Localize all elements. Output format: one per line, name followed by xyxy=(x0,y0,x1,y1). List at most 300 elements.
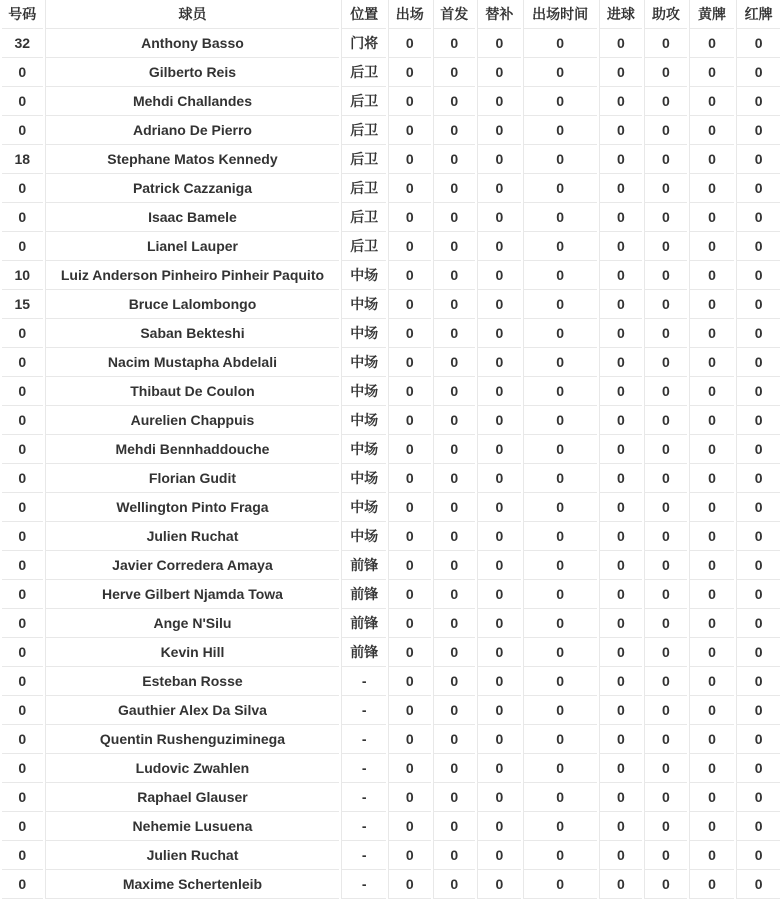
cell-position: 前锋 xyxy=(341,609,386,638)
cell-minutes: 0 xyxy=(523,348,597,377)
cell-substitute: 0 xyxy=(477,174,521,203)
cell-red_cards: 0 xyxy=(736,841,780,870)
cell-player: Maxime Schertenleib xyxy=(45,870,340,899)
cell-substitute: 0 xyxy=(477,87,521,116)
cell-number: 0 xyxy=(2,870,43,899)
cell-yellow_cards: 0 xyxy=(689,406,735,435)
cell-yellow_cards: 0 xyxy=(689,377,735,406)
cell-appearances: 0 xyxy=(388,145,431,174)
cell-position: 后卫 xyxy=(341,87,386,116)
cell-appearances: 0 xyxy=(388,261,431,290)
cell-position: 中场 xyxy=(341,493,386,522)
cell-assists: 0 xyxy=(644,754,687,783)
cell-goals: 0 xyxy=(599,841,643,870)
cell-position: 中场 xyxy=(341,377,386,406)
table-row xyxy=(2,870,780,899)
cell-appearances: 0 xyxy=(388,29,431,58)
cell-yellow_cards: 0 xyxy=(689,348,735,377)
cell-player: Stephane Matos Kennedy xyxy=(45,145,340,174)
table-row xyxy=(2,87,780,116)
cell-substitute: 0 xyxy=(477,493,521,522)
cell-player: Nacim Mustapha Abdelali xyxy=(45,348,340,377)
cell-yellow_cards: 0 xyxy=(689,696,735,725)
cell-player: Thibaut De Coulon xyxy=(45,377,340,406)
cell-position: 中场 xyxy=(341,319,386,348)
cell-substitute: 0 xyxy=(477,580,521,609)
cell-player: Mehdi Bennhaddouche xyxy=(45,435,340,464)
cell-minutes: 0 xyxy=(523,290,597,319)
cell-minutes: 0 xyxy=(523,609,597,638)
column-header-substitute: 替补 xyxy=(477,0,521,29)
cell-number: 0 xyxy=(2,116,43,145)
cell-player: Julien Ruchat xyxy=(45,841,340,870)
cell-starts: 0 xyxy=(433,754,476,783)
cell-red_cards: 0 xyxy=(736,783,780,812)
cell-position: 后卫 xyxy=(341,116,386,145)
column-header-red_cards: 红牌 xyxy=(736,0,780,29)
column-header-position: 位置 xyxy=(341,0,386,29)
cell-starts: 0 xyxy=(433,29,476,58)
cell-position: 前锋 xyxy=(341,580,386,609)
cell-substitute: 0 xyxy=(477,203,521,232)
cell-substitute: 0 xyxy=(477,522,521,551)
cell-appearances: 0 xyxy=(388,812,431,841)
cell-red_cards: 0 xyxy=(736,174,780,203)
table-row xyxy=(2,464,780,493)
cell-goals: 0 xyxy=(599,58,643,87)
cell-position: 前锋 xyxy=(341,638,386,667)
cell-substitute: 0 xyxy=(477,464,521,493)
cell-player: Nehemie Lusuena xyxy=(45,812,340,841)
cell-number: 0 xyxy=(2,812,43,841)
cell-appearances: 0 xyxy=(388,232,431,261)
cell-goals: 0 xyxy=(599,116,643,145)
cell-appearances: 0 xyxy=(388,435,431,464)
cell-player: Herve Gilbert Njamda Towa xyxy=(45,580,340,609)
cell-minutes: 0 xyxy=(523,696,597,725)
cell-assists: 0 xyxy=(644,319,687,348)
cell-minutes: 0 xyxy=(523,551,597,580)
cell-goals: 0 xyxy=(599,87,643,116)
column-header-assists: 助攻 xyxy=(644,0,687,29)
table-row xyxy=(2,725,780,754)
cell-player: Gauthier Alex Da Silva xyxy=(45,696,340,725)
cell-substitute: 0 xyxy=(477,667,521,696)
table-row xyxy=(2,493,780,522)
column-header-yellow_cards: 黄牌 xyxy=(689,0,735,29)
cell-assists: 0 xyxy=(644,203,687,232)
cell-red_cards: 0 xyxy=(736,696,780,725)
cell-player: Ludovic Zwahlen xyxy=(45,754,340,783)
cell-player: Ange N'Silu xyxy=(45,609,340,638)
cell-red_cards: 0 xyxy=(736,290,780,319)
cell-substitute: 0 xyxy=(477,116,521,145)
cell-number: 0 xyxy=(2,609,43,638)
column-header-appearances: 出场 xyxy=(388,0,431,29)
cell-assists: 0 xyxy=(644,725,687,754)
cell-minutes: 0 xyxy=(523,261,597,290)
cell-yellow_cards: 0 xyxy=(689,580,735,609)
cell-substitute: 0 xyxy=(477,783,521,812)
cell-starts: 0 xyxy=(433,580,476,609)
cell-goals: 0 xyxy=(599,232,643,261)
cell-position: 中场 xyxy=(341,348,386,377)
cell-assists: 0 xyxy=(644,870,687,899)
cell-minutes: 0 xyxy=(523,754,597,783)
cell-player: Kevin Hill xyxy=(45,638,340,667)
cell-appearances: 0 xyxy=(388,638,431,667)
cell-starts: 0 xyxy=(433,696,476,725)
column-header-minutes: 出场时间 xyxy=(523,0,597,29)
cell-assists: 0 xyxy=(644,551,687,580)
cell-yellow_cards: 0 xyxy=(689,435,735,464)
cell-substitute: 0 xyxy=(477,29,521,58)
table-row xyxy=(2,696,780,725)
table-row xyxy=(2,638,780,667)
cell-position: 中场 xyxy=(341,290,386,319)
cell-appearances: 0 xyxy=(388,319,431,348)
cell-red_cards: 0 xyxy=(736,812,780,841)
cell-assists: 0 xyxy=(644,812,687,841)
table-row xyxy=(2,812,780,841)
cell-starts: 0 xyxy=(433,406,476,435)
cell-minutes: 0 xyxy=(523,580,597,609)
table-row xyxy=(2,29,780,58)
cell-number: 15 xyxy=(2,290,43,319)
cell-goals: 0 xyxy=(599,725,643,754)
cell-appearances: 0 xyxy=(388,493,431,522)
cell-yellow_cards: 0 xyxy=(689,29,735,58)
cell-goals: 0 xyxy=(599,696,643,725)
cell-minutes: 0 xyxy=(523,203,597,232)
cell-red_cards: 0 xyxy=(736,58,780,87)
cell-appearances: 0 xyxy=(388,667,431,696)
cell-yellow_cards: 0 xyxy=(689,812,735,841)
cell-red_cards: 0 xyxy=(736,406,780,435)
cell-yellow_cards: 0 xyxy=(689,232,735,261)
cell-number: 0 xyxy=(2,348,43,377)
cell-number: 0 xyxy=(2,638,43,667)
cell-minutes: 0 xyxy=(523,377,597,406)
cell-appearances: 0 xyxy=(388,377,431,406)
cell-assists: 0 xyxy=(644,232,687,261)
cell-starts: 0 xyxy=(433,870,476,899)
cell-starts: 0 xyxy=(433,174,476,203)
cell-yellow_cards: 0 xyxy=(689,551,735,580)
cell-position: - xyxy=(341,870,386,899)
cell-position: 前锋 xyxy=(341,551,386,580)
cell-substitute: 0 xyxy=(477,725,521,754)
cell-starts: 0 xyxy=(433,551,476,580)
cell-starts: 0 xyxy=(433,58,476,87)
cell-minutes: 0 xyxy=(523,812,597,841)
cell-position: 中场 xyxy=(341,522,386,551)
cell-starts: 0 xyxy=(433,377,476,406)
cell-yellow_cards: 0 xyxy=(689,464,735,493)
cell-player: Javier Corredera Amaya xyxy=(45,551,340,580)
cell-player: Esteban Rosse xyxy=(45,667,340,696)
cell-goals: 0 xyxy=(599,870,643,899)
cell-minutes: 0 xyxy=(523,174,597,203)
cell-yellow_cards: 0 xyxy=(689,754,735,783)
cell-goals: 0 xyxy=(599,464,643,493)
cell-red_cards: 0 xyxy=(736,464,780,493)
cell-red_cards: 0 xyxy=(736,319,780,348)
cell-yellow_cards: 0 xyxy=(689,783,735,812)
table-body xyxy=(2,29,780,899)
cell-goals: 0 xyxy=(599,493,643,522)
cell-substitute: 0 xyxy=(477,261,521,290)
cell-red_cards: 0 xyxy=(736,203,780,232)
cell-number: 0 xyxy=(2,754,43,783)
cell-goals: 0 xyxy=(599,348,643,377)
cell-substitute: 0 xyxy=(477,377,521,406)
cell-assists: 0 xyxy=(644,522,687,551)
cell-number: 18 xyxy=(2,145,43,174)
cell-minutes: 0 xyxy=(523,638,597,667)
cell-assists: 0 xyxy=(644,783,687,812)
cell-assists: 0 xyxy=(644,667,687,696)
cell-appearances: 0 xyxy=(388,174,431,203)
cell-player: Gilberto Reis xyxy=(45,58,340,87)
cell-substitute: 0 xyxy=(477,551,521,580)
cell-player: Isaac Bamele xyxy=(45,203,340,232)
cell-player: Florian Gudit xyxy=(45,464,340,493)
cell-minutes: 0 xyxy=(523,87,597,116)
cell-goals: 0 xyxy=(599,783,643,812)
cell-position: - xyxy=(341,725,386,754)
table-row xyxy=(2,261,780,290)
cell-red_cards: 0 xyxy=(736,261,780,290)
cell-position: 后卫 xyxy=(341,145,386,174)
cell-starts: 0 xyxy=(433,116,476,145)
cell-yellow_cards: 0 xyxy=(689,58,735,87)
cell-substitute: 0 xyxy=(477,290,521,319)
cell-minutes: 0 xyxy=(523,319,597,348)
table-row xyxy=(2,580,780,609)
cell-starts: 0 xyxy=(433,87,476,116)
cell-goals: 0 xyxy=(599,638,643,667)
cell-assists: 0 xyxy=(644,87,687,116)
cell-red_cards: 0 xyxy=(736,580,780,609)
cell-player: Bruce Lalombongo xyxy=(45,290,340,319)
table-row xyxy=(2,116,780,145)
cell-number: 0 xyxy=(2,203,43,232)
cell-player: Patrick Cazzaniga xyxy=(45,174,340,203)
cell-appearances: 0 xyxy=(388,348,431,377)
cell-yellow_cards: 0 xyxy=(689,725,735,754)
cell-substitute: 0 xyxy=(477,435,521,464)
cell-minutes: 0 xyxy=(523,783,597,812)
cell-yellow_cards: 0 xyxy=(689,609,735,638)
cell-starts: 0 xyxy=(433,493,476,522)
cell-substitute: 0 xyxy=(477,145,521,174)
cell-minutes: 0 xyxy=(523,841,597,870)
cell-starts: 0 xyxy=(433,203,476,232)
cell-number: 0 xyxy=(2,435,43,464)
cell-assists: 0 xyxy=(644,116,687,145)
cell-number: 0 xyxy=(2,232,43,261)
cell-position: - xyxy=(341,783,386,812)
cell-goals: 0 xyxy=(599,609,643,638)
table-row xyxy=(2,348,780,377)
cell-red_cards: 0 xyxy=(736,493,780,522)
cell-appearances: 0 xyxy=(388,203,431,232)
cell-number: 0 xyxy=(2,841,43,870)
cell-yellow_cards: 0 xyxy=(689,174,735,203)
cell-yellow_cards: 0 xyxy=(689,261,735,290)
cell-starts: 0 xyxy=(433,812,476,841)
table-row xyxy=(2,290,780,319)
cell-yellow_cards: 0 xyxy=(689,116,735,145)
cell-minutes: 0 xyxy=(523,493,597,522)
cell-substitute: 0 xyxy=(477,638,521,667)
cell-appearances: 0 xyxy=(388,87,431,116)
cell-assists: 0 xyxy=(644,638,687,667)
table-row xyxy=(2,609,780,638)
cell-assists: 0 xyxy=(644,145,687,174)
cell-number: 0 xyxy=(2,174,43,203)
cell-red_cards: 0 xyxy=(736,145,780,174)
column-header-number: 号码 xyxy=(2,0,43,29)
cell-red_cards: 0 xyxy=(736,754,780,783)
cell-goals: 0 xyxy=(599,812,643,841)
cell-red_cards: 0 xyxy=(736,522,780,551)
cell-minutes: 0 xyxy=(523,116,597,145)
cell-number: 0 xyxy=(2,464,43,493)
cell-appearances: 0 xyxy=(388,58,431,87)
cell-yellow_cards: 0 xyxy=(689,87,735,116)
cell-assists: 0 xyxy=(644,406,687,435)
cell-substitute: 0 xyxy=(477,870,521,899)
cell-minutes: 0 xyxy=(523,725,597,754)
cell-starts: 0 xyxy=(433,783,476,812)
cell-starts: 0 xyxy=(433,522,476,551)
cell-starts: 0 xyxy=(433,290,476,319)
table-row xyxy=(2,667,780,696)
cell-number: 0 xyxy=(2,783,43,812)
cell-position: 中场 xyxy=(341,261,386,290)
cell-assists: 0 xyxy=(644,174,687,203)
cell-minutes: 0 xyxy=(523,145,597,174)
header-row xyxy=(2,0,780,29)
cell-assists: 0 xyxy=(644,609,687,638)
cell-substitute: 0 xyxy=(477,319,521,348)
cell-starts: 0 xyxy=(433,435,476,464)
table-row xyxy=(2,145,780,174)
table-row xyxy=(2,174,780,203)
cell-starts: 0 xyxy=(433,348,476,377)
table-header xyxy=(2,0,780,29)
cell-number: 0 xyxy=(2,725,43,754)
cell-starts: 0 xyxy=(433,609,476,638)
cell-number: 0 xyxy=(2,493,43,522)
cell-number: 0 xyxy=(2,580,43,609)
cell-starts: 0 xyxy=(433,319,476,348)
cell-assists: 0 xyxy=(644,290,687,319)
cell-starts: 0 xyxy=(433,667,476,696)
cell-substitute: 0 xyxy=(477,754,521,783)
cell-goals: 0 xyxy=(599,29,643,58)
cell-appearances: 0 xyxy=(388,841,431,870)
cell-appearances: 0 xyxy=(388,551,431,580)
cell-red_cards: 0 xyxy=(736,609,780,638)
cell-assists: 0 xyxy=(644,348,687,377)
cell-substitute: 0 xyxy=(477,812,521,841)
cell-assists: 0 xyxy=(644,29,687,58)
cell-yellow_cards: 0 xyxy=(689,493,735,522)
cell-starts: 0 xyxy=(433,261,476,290)
cell-number: 0 xyxy=(2,551,43,580)
cell-substitute: 0 xyxy=(477,841,521,870)
cell-red_cards: 0 xyxy=(736,725,780,754)
cell-position: 后卫 xyxy=(341,58,386,87)
table-row xyxy=(2,319,780,348)
cell-player: Anthony Basso xyxy=(45,29,340,58)
cell-appearances: 0 xyxy=(388,116,431,145)
cell-goals: 0 xyxy=(599,145,643,174)
cell-position: - xyxy=(341,667,386,696)
cell-minutes: 0 xyxy=(523,29,597,58)
cell-player: Aurelien Chappuis xyxy=(45,406,340,435)
cell-assists: 0 xyxy=(644,464,687,493)
cell-appearances: 0 xyxy=(388,725,431,754)
cell-number: 10 xyxy=(2,261,43,290)
cell-yellow_cards: 0 xyxy=(689,522,735,551)
cell-substitute: 0 xyxy=(477,696,521,725)
cell-goals: 0 xyxy=(599,667,643,696)
cell-minutes: 0 xyxy=(523,522,597,551)
cell-red_cards: 0 xyxy=(736,29,780,58)
cell-goals: 0 xyxy=(599,174,643,203)
cell-player: Raphael Glauser xyxy=(45,783,340,812)
cell-goals: 0 xyxy=(599,754,643,783)
cell-starts: 0 xyxy=(433,145,476,174)
cell-goals: 0 xyxy=(599,319,643,348)
cell-substitute: 0 xyxy=(477,58,521,87)
cell-appearances: 0 xyxy=(388,870,431,899)
table-row xyxy=(2,522,780,551)
column-header-player: 球员 xyxy=(45,0,340,29)
cell-assists: 0 xyxy=(644,493,687,522)
cell-number: 0 xyxy=(2,58,43,87)
cell-appearances: 0 xyxy=(388,406,431,435)
cell-yellow_cards: 0 xyxy=(689,667,735,696)
cell-starts: 0 xyxy=(433,841,476,870)
cell-position: - xyxy=(341,812,386,841)
cell-appearances: 0 xyxy=(388,290,431,319)
cell-appearances: 0 xyxy=(388,609,431,638)
cell-red_cards: 0 xyxy=(736,667,780,696)
cell-position: 后卫 xyxy=(341,232,386,261)
cell-minutes: 0 xyxy=(523,667,597,696)
cell-number: 0 xyxy=(2,319,43,348)
cell-goals: 0 xyxy=(599,435,643,464)
cell-appearances: 0 xyxy=(388,754,431,783)
cell-starts: 0 xyxy=(433,464,476,493)
cell-yellow_cards: 0 xyxy=(689,319,735,348)
cell-number: 0 xyxy=(2,667,43,696)
cell-substitute: 0 xyxy=(477,609,521,638)
cell-substitute: 0 xyxy=(477,406,521,435)
cell-red_cards: 0 xyxy=(736,377,780,406)
cell-goals: 0 xyxy=(599,290,643,319)
cell-minutes: 0 xyxy=(523,435,597,464)
cell-goals: 0 xyxy=(599,406,643,435)
cell-minutes: 0 xyxy=(523,232,597,261)
cell-goals: 0 xyxy=(599,261,643,290)
cell-player: Quentin Rushenguziminega xyxy=(45,725,340,754)
